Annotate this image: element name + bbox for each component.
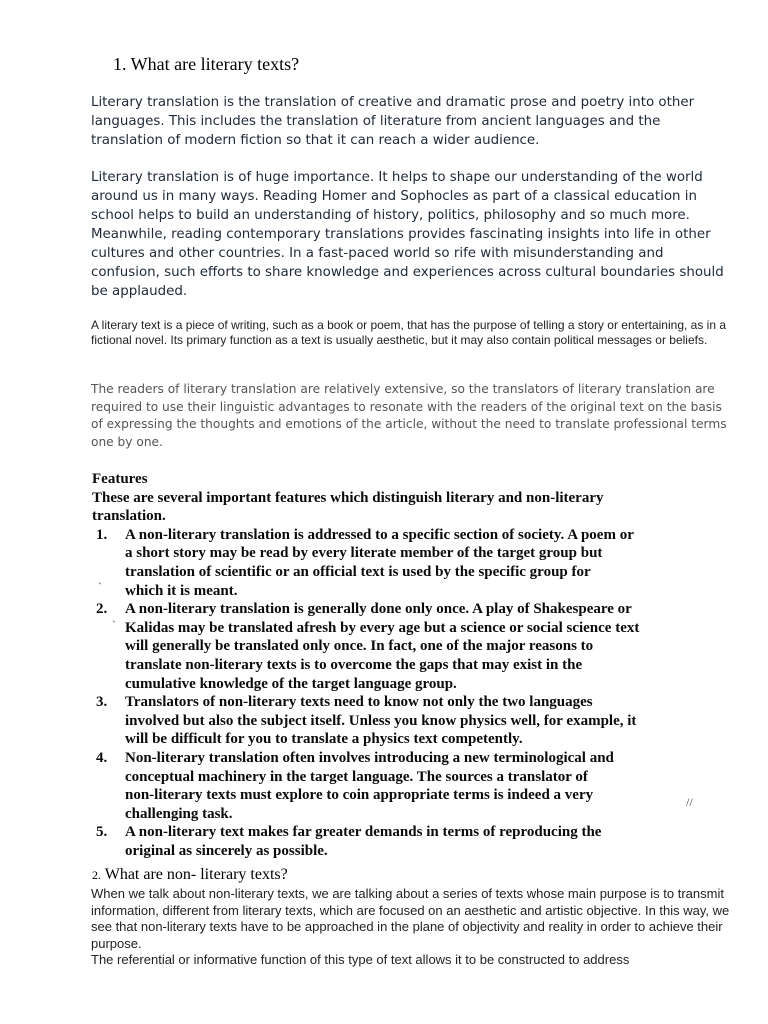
section-2-number: 2. <box>92 868 101 882</box>
feature-line: non-literary texts must explore to coin appropriate terms is indeed a very <box>125 787 594 804</box>
section-1-title: 1. What are literary texts? <box>113 54 300 74</box>
paragraph-non-literary-definition: When we talk about non-literary texts, we are talking about a series of texts whose main purpose is to transmit information, different from literary texts, which are focused on an aesthetic and artistic objective. In this way, we see that non-literary texts have to be approached in the plane of objectivity and reality in order to achieve their purpose. <box>91 886 730 951</box>
feature-item <box>92 600 722 693</box>
feature-number: 2. <box>96 601 108 618</box>
scan-artifact-mark: // <box>686 795 693 809</box>
feature-line: Kalidas may be translated afresh by every age but a science or social science text <box>125 619 640 636</box>
feature-line: cumulative knowledge of the target language group. <box>125 675 457 692</box>
feature-line: translate non-literary texts is to overcome the gaps that may exist in the <box>125 656 583 673</box>
scan-artifact-mark: ` <box>98 580 102 594</box>
feature-item <box>92 823 722 860</box>
feature-line: involved but also the subject itself. Unless you know physics well, for example, it <box>125 712 637 729</box>
features-heading: Features <box>92 471 148 487</box>
feature-item <box>92 693 722 749</box>
features-intro-line-2: translation. <box>92 508 166 525</box>
paragraph-literary-translation-readers: The readers of literary translation are relatively extensive, so the translators of literary translation are required to use their linguistic advantages to resonate with the readers of the original text on the basis of expressing the thoughts and emotions of the article, without the need to translate professional terms one by one. <box>91 382 727 449</box>
feature-line: Non-literary translation often involves introducing a new terminological and <box>125 749 614 766</box>
feature-line: will generally be translated only once. In fact, one of the major reasons to <box>125 638 594 655</box>
feature-line: translation of scientific or an official text is used by the specific group for <box>125 563 591 580</box>
feature-number: 1. <box>96 526 108 543</box>
scan-artifact-mark: ` <box>112 618 116 632</box>
feature-line: original as sincerely as possible. <box>125 842 328 859</box>
feature-line: conceptual machinery in the target language. The sources a translator of <box>125 768 588 785</box>
feature-line: A non-literary translation is generally done only once. A play of Shakespeare or <box>125 601 632 618</box>
feature-number: 3. <box>96 694 108 711</box>
feature-item <box>92 749 722 823</box>
section-2-body <box>91 886 731 969</box>
paragraph-referential-function: The referential or informative function of this type of text allows it to be constructed to address <box>91 952 630 967</box>
feature-line: A non-literary translation is addressed to a specific section of society. A poem or <box>125 526 634 543</box>
scanned-features-excerpt <box>92 470 722 860</box>
feature-line: which it is meant. <box>125 582 238 599</box>
features-intro-line-1: These are several important features which distinguish literary and non-literary <box>92 489 604 506</box>
paragraph-literary-translation-importance: Literary translation is of huge importance. It helps to shape our understanding of the world around us in many ways. Reading Homer and Sophocles as part of a classical education in school helps to build an understanding of history, politics, philosophy and so much more. Meanwhile, reading contemporary translations provides fascinating insights into life in other cultures and other countries. In a fast-paced world so rife with misunderstanding and confusion, such efforts to share knowledge and experiences across cultural boundaries should be applauded. <box>91 170 724 299</box>
feature-line: A non-literary text makes far greater demands in terms of reproducing the <box>125 824 602 841</box>
feature-line: a short story may be read by every literate member of the target group but <box>125 545 603 562</box>
feature-number: 4. <box>96 749 108 766</box>
features-list <box>92 526 722 861</box>
paragraph-literary-translation-definition: Literary translation is the translation of creative and dramatic prose and poetry into other languages. This includes the translation of literature from ancient languages and the translation of modern fiction so that it can reach a wider audience. <box>91 95 695 148</box>
section-2-title <box>92 866 288 884</box>
feature-number: 5. <box>96 824 108 841</box>
feature-item <box>92 526 722 600</box>
section-2-title-text: What are non- literary texts? <box>104 866 288 883</box>
feature-line: Translators of non-literary texts need to know not only the two languages <box>125 694 593 711</box>
paragraph-literary-text-definition: A literary text is a piece of writing, such as a book or poem, that has the purpose of telling a story or entertaining, as in a fictional novel. Its primary function as a text is usually aesthetic, but it may also contain political messages or beliefs. <box>91 318 727 347</box>
feature-line: will be difficult for you to translate a physics text competently. <box>125 731 523 748</box>
feature-line: challenging task. <box>125 805 233 822</box>
